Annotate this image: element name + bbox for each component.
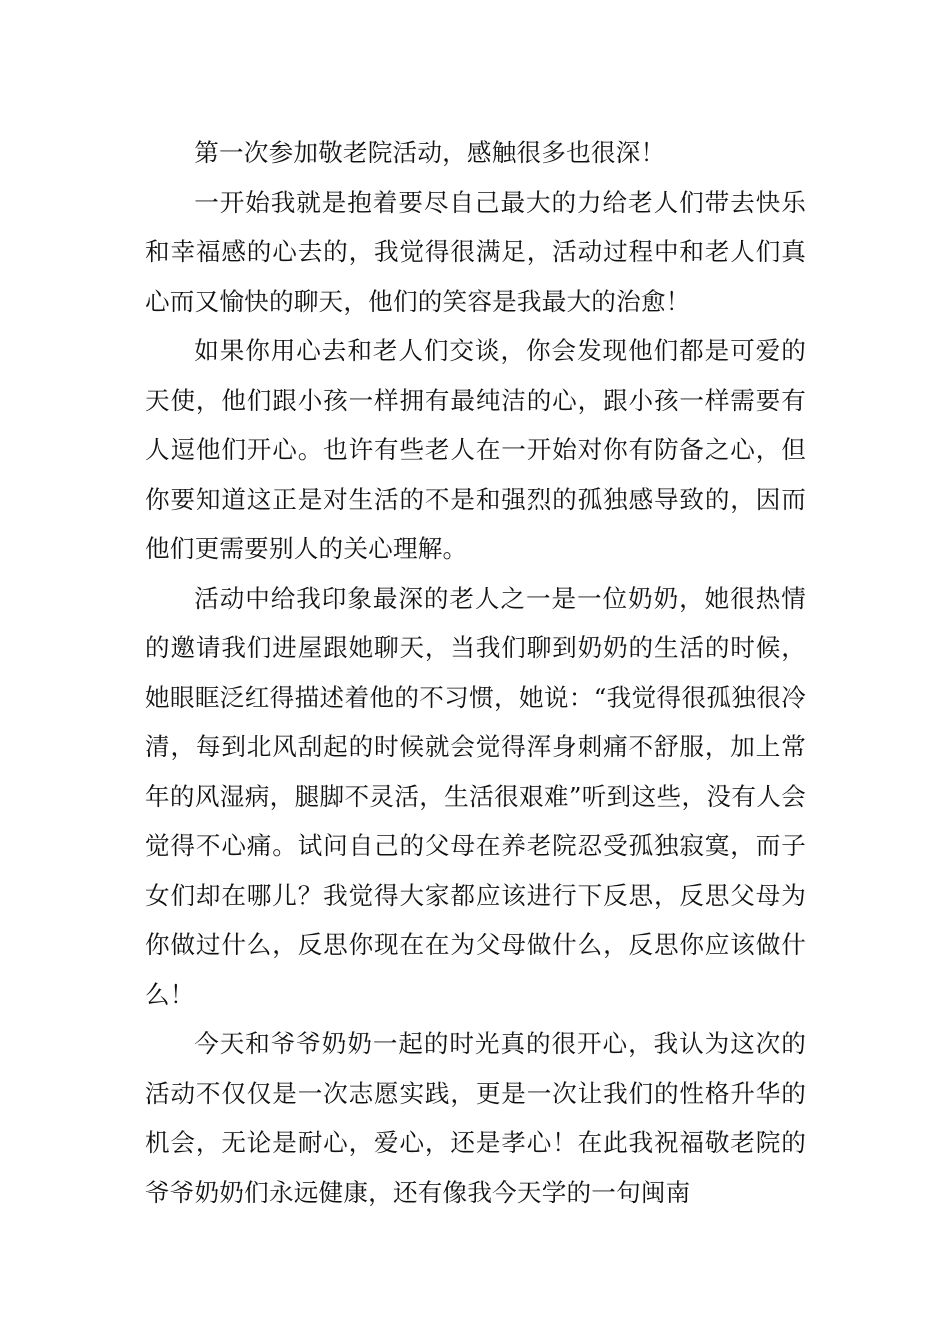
paragraph-2: 一开始我就是抱着要尽自己最大的力给老人们带去快乐和幸福感的心去的，我觉得很满足，活动过程中和老人们真心而又愉快的聊天，他们的笑容是我最大的治愈！ xyxy=(145,187,806,316)
paragraph-1: 第一次参加敬老院活动，感触很多也很深！ xyxy=(194,138,666,167)
paragraph-5: 今天和爷爷奶奶一起的时光真的很开心，我认为这次的活动不仅仅是一次志愿实践，更是一次让我们的性格升华的机会，无论是耐心，爱心，还是孝心！在此我祝福敬老院的爷爷奶奶们永远健康，还有像我今天学的一句闽南 xyxy=(145,1029,806,1207)
paragraph-4: 活动中给我印象最深的老人之一是一位奶奶，她很热情的邀请我们进屋跟她聊天，当我们聊到奶奶的生活的时候，她眼眶泛红得描述着他的不习惯，她说：“我觉得很孤独很冷清，每到北风刮起的时候就会觉得浑身刺痛不舒服，加上常年的风湿病，腿脚不灵活，生活很艰难”听到这些，没有人会觉得不心痛。试问自己的父母在养老院忍受孤独寂寞，而子女们却在哪儿？我觉得大家都应该进行下反思，反思父母为你做过什么，反思你现在在为父母做什么，反思你应该做什么！ xyxy=(145,583,806,1009)
paragraph-3: 如果你用心去和老人们交谈，你会发现他们都是可爱的天使，他们跟小孩一样拥有最纯洁的心，跟小孩一样需要有人逗他们开心。也许有些老人在一开始对你有防备之心，但你要知道这正是对生活的不是和强烈的孤独感导致的，因而他们更需要别人的关心理解。 xyxy=(145,336,806,563)
